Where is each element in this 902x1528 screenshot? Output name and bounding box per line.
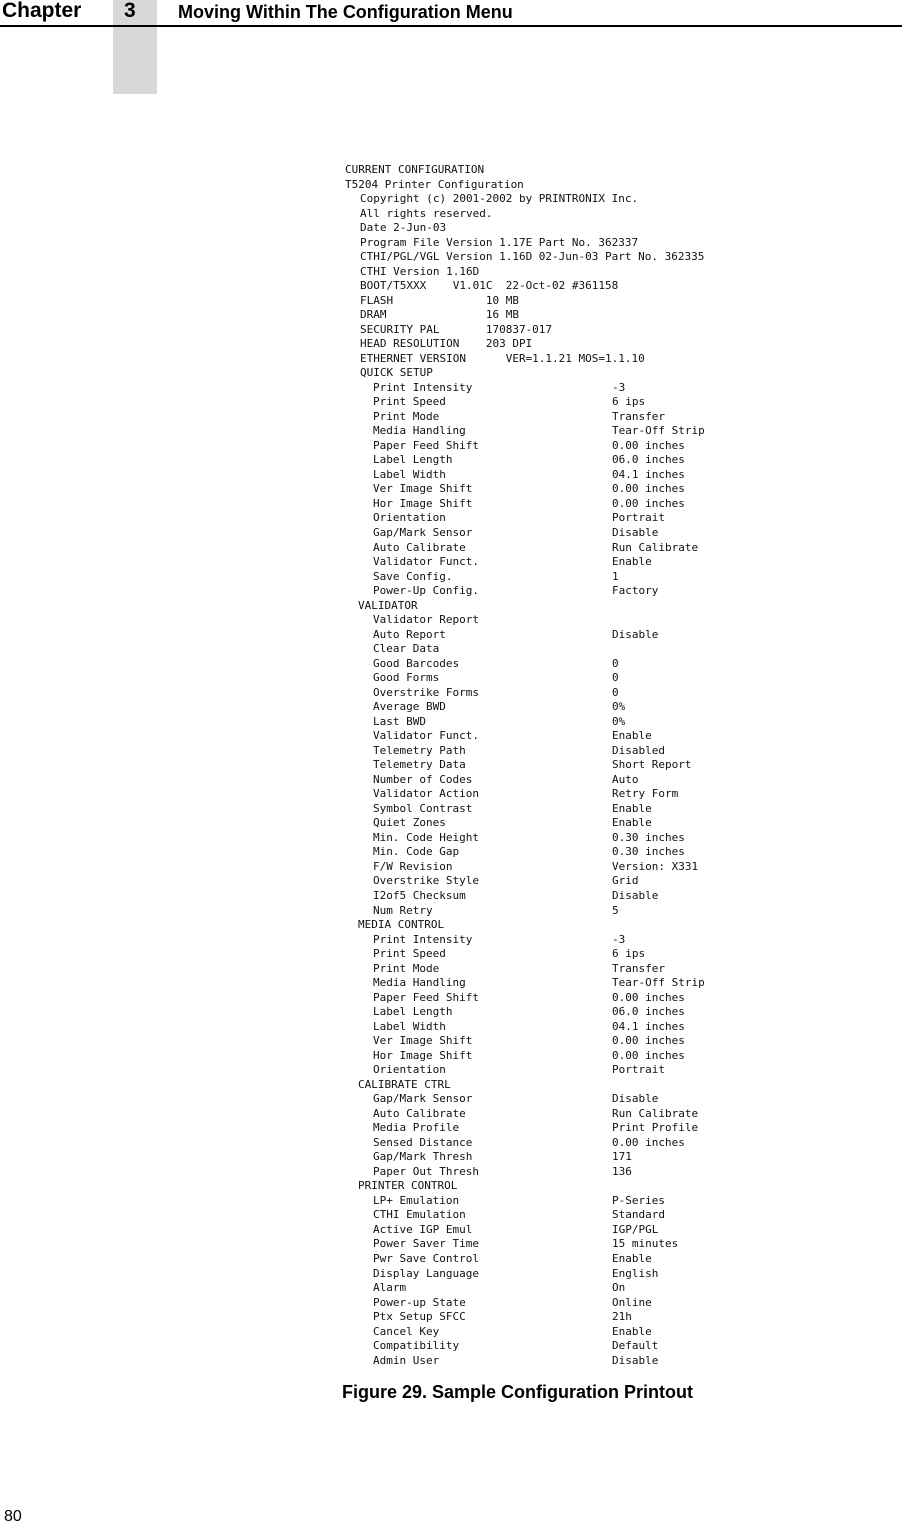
printout-value: 0.00 inches — [612, 990, 685, 1004]
printout-value: Disable — [612, 889, 659, 902]
printout-line: MEDIA CONTROL — [358, 918, 445, 932]
printout-line: Good Forms — [373, 671, 440, 685]
printout-value: 171 — [612, 1150, 632, 1164]
printout-line: Media Handling — [373, 976, 466, 990]
printout-value: 1 — [612, 569, 619, 583]
printout-value: Enable — [612, 729, 652, 743]
printout-value: 6 ips — [612, 947, 646, 961]
printout-line: Program File Version 1.17E Part No. 362337 — [360, 235, 639, 249]
printout-value: Factory — [612, 584, 659, 598]
printout-line: Power-Up Config. — [373, 584, 479, 598]
printout-line: Print Mode — [373, 409, 440, 423]
printout-line: DRAM 16 MB — [360, 308, 519, 322]
printout-line: Admin User — [373, 1353, 440, 1367]
printout-value: Enable — [612, 555, 652, 569]
printout-line: Ptx Setup SFCC — [373, 1310, 466, 1324]
printout-line: Print Speed — [373, 395, 446, 409]
printout-value: 0.00 inches — [612, 1135, 685, 1149]
printout-value: 0% — [612, 714, 626, 728]
printout-line: Label Length — [373, 453, 453, 467]
printout-value: 06.0 inches — [612, 1005, 685, 1019]
printout-line: Paper Out Thresh — [373, 1164, 479, 1178]
printout-value: 0% — [612, 700, 626, 714]
printout-line: Sensed Distance — [373, 1135, 473, 1149]
printout-line: I2of5 Checksum — [373, 889, 466, 902]
printout-value: Run Calibrate — [612, 1106, 699, 1120]
printout-line: Media Profile — [373, 1121, 460, 1135]
printout-value: English — [612, 1266, 659, 1280]
chapter-label: Chapter — [2, 0, 82, 22]
printout-value: 0.00 inches — [612, 438, 685, 452]
printout-line: Compatibility — [373, 1339, 460, 1353]
chapter-title: Moving Within The Configuration Menu — [178, 2, 513, 22]
printout-line: Cancel Key — [373, 1324, 440, 1338]
printout-line: CURRENT CONFIGURATION — [345, 163, 485, 176]
printout-line: Print Intensity — [373, 932, 473, 946]
printout-line: Min. Code Gap — [373, 845, 460, 859]
printout-value: Disable — [612, 627, 659, 641]
printout-value: 0 — [612, 671, 619, 685]
printout-line: Telemetry Path — [373, 743, 466, 757]
printout-line: HEAD RESOLUTION 203 DPI — [360, 337, 533, 351]
printout-line: CTHI/PGL/VGL Version 1.16D 02-Jun-03 Part No. 362335 — [360, 250, 705, 264]
printout-line: Power-up State — [373, 1295, 466, 1309]
printout-value: Enable — [612, 801, 652, 815]
printout-line: Telemetry Data — [373, 758, 466, 772]
printout-line: Validator Funct. — [373, 729, 479, 743]
printout-line: Date 2-Jun-03 — [360, 221, 447, 235]
configuration-printout — [340, 158, 760, 1368]
printout-line: Orientation — [373, 511, 446, 525]
printout-value: 0.30 inches — [612, 830, 685, 844]
printout-line: Num Retry — [373, 903, 433, 917]
printout-line: Clear Data — [373, 642, 440, 656]
printout-line: Ver Image Shift — [373, 482, 473, 496]
printout-line: Symbol Contrast — [373, 801, 473, 815]
printout-value: Enable — [612, 1252, 652, 1265]
printout-line: Alarm — [373, 1281, 407, 1295]
printout-line: Gap/Mark Thresh — [373, 1150, 473, 1164]
printout-line: Paper Feed Shift — [373, 990, 479, 1004]
printout-value: 6 ips — [612, 395, 646, 409]
printout-line: SECURITY PAL 170837-017 — [360, 322, 553, 336]
printout-line: Hor Image Shift — [373, 1048, 473, 1062]
printout-line: FLASH 10 MB — [360, 293, 519, 307]
page-number: 80 — [4, 1508, 22, 1525]
printout-line: Auto Report — [373, 627, 446, 641]
printout-line: CTHI Version 1.16D — [360, 264, 480, 278]
printout-line: Display Language — [373, 1266, 479, 1280]
printout-line: Auto Calibrate — [373, 540, 466, 554]
printout-line: CTHI Emulation — [373, 1208, 466, 1222]
printout-value: 04.1 inches — [612, 1019, 685, 1033]
printout-line: Orientation — [373, 1063, 446, 1077]
printout-value: Run Calibrate — [612, 540, 699, 554]
printout-value: 0.30 inches — [612, 845, 685, 859]
printout-value: 15 minutes — [612, 1237, 679, 1251]
printout-line: Pwr Save Control — [373, 1252, 479, 1265]
printout-value: Online — [612, 1295, 652, 1309]
printout-value: Default — [612, 1339, 659, 1353]
printout-value: Standard — [612, 1208, 665, 1222]
printout-line: Active IGP Emul — [373, 1222, 473, 1236]
printout-line: Print Speed — [373, 947, 446, 961]
printout-line: LP+ Emulation — [373, 1193, 460, 1207]
printout-value: 0.00 inches — [612, 1048, 685, 1062]
printout-line: Label Length — [373, 1005, 453, 1019]
printout-value: 04.1 inches — [612, 467, 685, 481]
printout-line: CALIBRATE CTRL — [358, 1077, 451, 1091]
printout-line: Overstrike Forms — [373, 685, 479, 699]
printout-line: Save Config. — [373, 569, 453, 583]
printout-value: P-Series — [612, 1193, 665, 1207]
printout-line: Hor Image Shift — [373, 496, 473, 510]
printout-value: Tear-Off Strip — [612, 424, 705, 438]
printout-value: Version: X331 — [612, 859, 699, 873]
printout-value: 0 — [612, 685, 619, 699]
printout-value: 0.00 inches — [612, 482, 685, 496]
printout-value: 21h — [612, 1310, 632, 1324]
printout-value: Print Profile — [612, 1121, 699, 1135]
printout-line: Print Mode — [373, 961, 440, 975]
printout-value: Portrait — [612, 511, 665, 525]
printout-line: All rights reserved. — [360, 206, 493, 220]
printout-line: Power Saver Time — [373, 1237, 479, 1251]
printout-line: Copyright (c) 2001-2002 by PRINTRONIX Inc. — [360, 192, 639, 206]
printout-value: -3 — [612, 380, 626, 394]
printout-value: Tear-Off Strip — [612, 976, 705, 990]
printout-value: Grid — [612, 874, 639, 888]
printout-line: ETHERNET VERSION VER=1.1.21 MOS=1.1.10 — [360, 351, 645, 365]
printout-line: Last BWD — [373, 714, 426, 728]
printout-line: BOOT/T5XXX V1.01C 22-Oct-02 #361158 — [360, 279, 619, 293]
printout-line: Validator Report — [373, 613, 479, 627]
printout-value: Disabled — [612, 743, 665, 757]
printout-line: VALIDATOR — [358, 598, 418, 612]
printout-line: Average BWD — [373, 700, 446, 714]
printout-value: Transfer — [612, 409, 665, 423]
figure-caption: Figure 29. Sample Configuration Printout — [342, 1382, 694, 1402]
printout-value: Auto — [612, 772, 639, 786]
printout-value: Short Report — [612, 758, 692, 772]
printout-line: Label Width — [373, 1019, 446, 1033]
printout-value: 136 — [612, 1164, 632, 1178]
printout-value: Disable — [612, 1353, 659, 1367]
printout-value: Retry Form — [612, 787, 679, 801]
printout-line: Gap/Mark Sensor — [373, 526, 473, 539]
printout-value: 06.0 inches — [612, 453, 685, 467]
printout-line: Quiet Zones — [373, 816, 446, 830]
printout-value: Transfer — [612, 961, 665, 975]
printout-line: PRINTER CONTROL — [358, 1179, 458, 1193]
printout-line: QUICK SETUP — [360, 366, 433, 380]
printout-line: Paper Feed Shift — [373, 438, 479, 452]
printout-value: Portrait — [612, 1063, 665, 1077]
printout-line: F/W Revision — [373, 859, 453, 873]
chapter-number: 3 — [124, 0, 136, 22]
printout-line: T5204 Printer Configuration — [345, 177, 524, 191]
printout-line: Good Barcodes — [373, 656, 460, 670]
printout-line: Number of Codes — [373, 772, 473, 786]
printout-line: Ver Image Shift — [373, 1034, 473, 1048]
printout-value: On — [612, 1281, 626, 1295]
printout-value: Enable — [612, 1324, 652, 1338]
printout-value: 0 — [612, 656, 619, 670]
printout-line: Auto Calibrate — [373, 1106, 466, 1120]
printout-value: Enable — [612, 816, 652, 830]
printout-value: 0.00 inches — [612, 1034, 685, 1048]
printout-line: Overstrike Style — [373, 874, 479, 888]
printout-value: IGP/PGL — [612, 1222, 659, 1236]
printout-value: 0.00 inches — [612, 496, 685, 510]
printout-line: Print Intensity — [373, 380, 473, 394]
printout-value: 5 — [612, 903, 619, 917]
printout-line: Validator Funct. — [373, 555, 479, 569]
printout-value: -3 — [612, 932, 626, 946]
printout-value: Disable — [612, 526, 659, 539]
printout-line: Min. Code Height — [373, 830, 479, 844]
printout-line: Media Handling — [373, 424, 466, 438]
printout-line: Label Width — [373, 467, 446, 481]
printout-value: Disable — [612, 1092, 659, 1106]
printout-line: Validator Action — [373, 787, 479, 801]
printout-line: Gap/Mark Sensor — [373, 1092, 473, 1106]
header-rule — [0, 25, 902, 27]
